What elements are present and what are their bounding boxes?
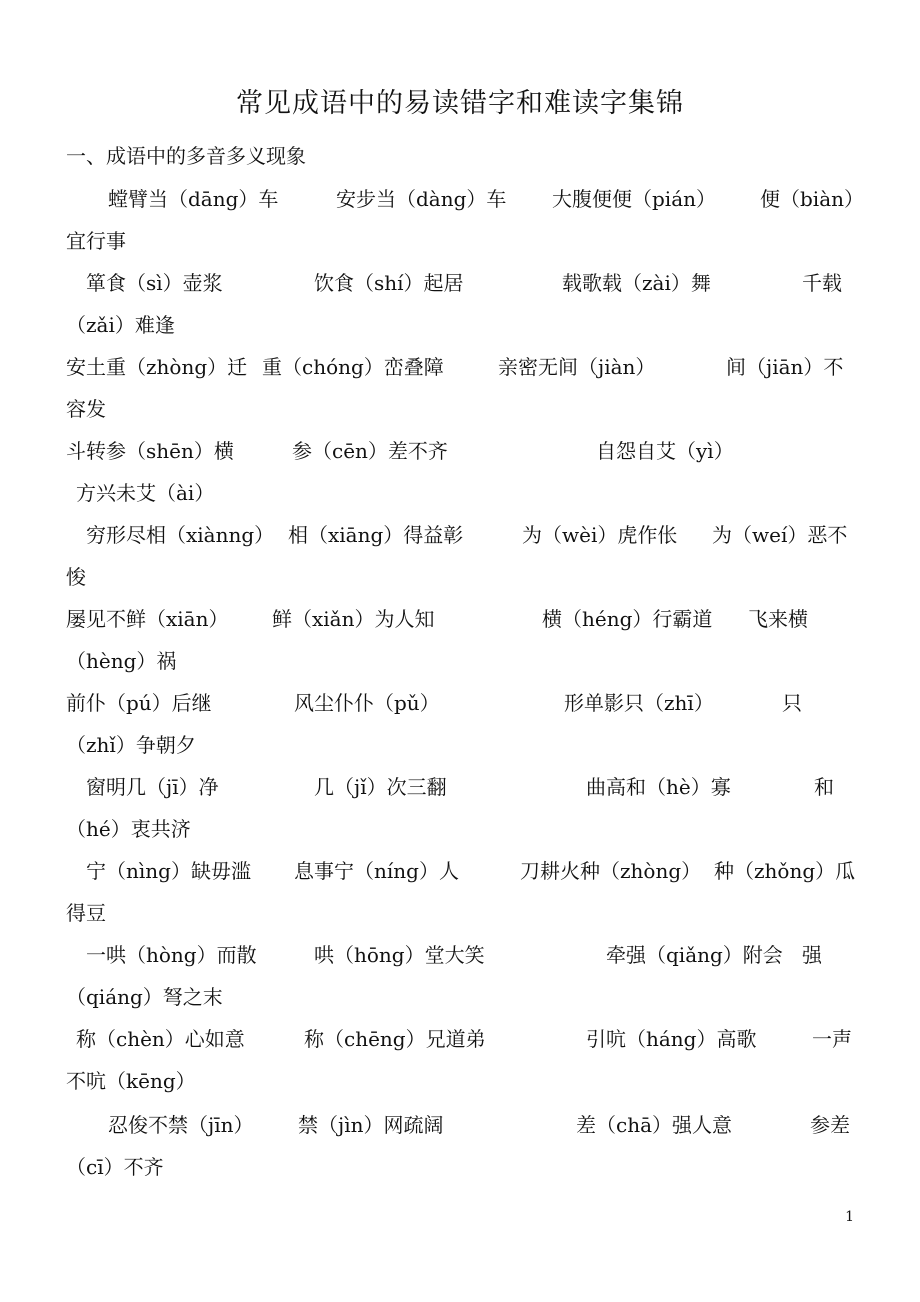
idiom-entry: 只	[782, 691, 802, 715]
idiom-entry: （qiáng）弩之末	[66, 985, 223, 1009]
idiom-line	[0, 976, 920, 1018]
idiom-entry: 刀耕火种（zhòng）	[520, 859, 702, 883]
idiom-line	[0, 850, 920, 892]
idiom-entry: 称（chèn）心如意	[76, 1027, 245, 1051]
idiom-line	[0, 514, 920, 556]
idiom-entry: 悛	[66, 565, 86, 589]
idiom-entry: 窗明几（jī）净	[86, 775, 219, 799]
idiom-entry: 千载	[802, 271, 842, 295]
idiom-entry: 重（chóng）峦叠障	[262, 355, 444, 379]
idiom-entry: （hèng）祸	[66, 649, 177, 673]
idiom-entry: 宜行事	[66, 229, 126, 253]
idiom-entry: 一哄（hòng）而散	[86, 943, 257, 967]
idiom-line	[0, 556, 920, 598]
idiom-entry: （hé）衷共济	[66, 817, 191, 841]
idiom-line	[0, 178, 920, 220]
idiom-entry: 螳臂当（dāng）车	[108, 187, 279, 211]
section-heading: 一、成语中的多音多义现象	[66, 144, 306, 168]
idiom-entry: 自怨自艾（yì）	[596, 439, 734, 463]
idiom-entry: 牵强（qiǎng）附会	[606, 943, 783, 967]
idiom-entry: 容发	[66, 397, 106, 421]
idiom-line	[0, 472, 920, 514]
idiom-line	[0, 430, 920, 472]
idiom-line	[0, 934, 920, 976]
idiom-entry: 箪食（sì）壶浆	[86, 271, 223, 295]
idiom-line	[0, 808, 920, 850]
idiom-entry: 大腹便便（pián）	[552, 187, 717, 211]
idiom-entry: 和	[814, 775, 834, 799]
idiom-entry: 便（biàn）	[760, 187, 865, 211]
idiom-entry: （cī）不齐	[66, 1155, 164, 1179]
idiom-entry: 差（chā）强人意	[576, 1113, 733, 1137]
idiom-entry: 种（zhǒng）瓜	[714, 859, 856, 883]
idiom-entry: 屡见不鲜（xiān）	[66, 607, 229, 631]
idiom-line	[0, 724, 920, 766]
idiom-line	[0, 640, 920, 682]
page-number: 1	[845, 1209, 854, 1225]
idiom-entry: 间（jiān）不	[726, 355, 844, 379]
idiom-entry: （zhǐ）争朝夕	[66, 733, 196, 757]
idiom-entry: 息事宁（níng）人	[294, 859, 459, 883]
idiom-line	[0, 262, 920, 304]
idiom-line	[0, 1104, 920, 1146]
idiom-line	[0, 1018, 920, 1060]
idiom-entry: 横（héng）行霸道	[542, 607, 713, 631]
idiom-entry: 前仆（pú）后继	[66, 691, 212, 715]
idiom-entry: 忍俊不禁（jīn）	[108, 1113, 254, 1137]
idiom-entry: 几（jǐ）次三翻	[314, 775, 447, 799]
idiom-line	[0, 304, 920, 346]
idiom-entry: 斗转参（shēn）横	[66, 439, 234, 463]
idiom-line	[0, 682, 920, 724]
idiom-line	[0, 598, 920, 640]
idiom-entry: 风尘仆仆（pǔ）	[294, 691, 440, 715]
idiom-entry: 安步当（dàng）车	[336, 187, 507, 211]
idiom-line	[0, 346, 920, 388]
idiom-entry: 曲高和（hè）寡	[586, 775, 731, 799]
idiom-entry: 穷形尽相（xiànng）	[86, 523, 275, 547]
idiom-line	[0, 1146, 920, 1188]
idiom-line	[0, 1060, 920, 1102]
idiom-entry: 形单影只（zhī）	[564, 691, 714, 715]
idiom-entry: 一声	[812, 1027, 852, 1051]
idiom-entry: 称（chēng）兄道弟	[304, 1027, 486, 1051]
idiom-entry: 饮食（shí）起居	[314, 271, 464, 295]
idiom-line	[0, 766, 920, 808]
idiom-entry: 哄（hōng）堂大笑	[314, 943, 485, 967]
idiom-entry: 安土重（zhòng）迁	[66, 355, 248, 379]
idiom-entry: 宁（nìng）缺毋滥	[86, 859, 251, 883]
idiom-line	[0, 892, 920, 934]
idiom-entry: 参（cēn）差不齐	[292, 439, 448, 463]
idiom-entry: 方兴未艾（ài）	[76, 481, 215, 505]
idiom-entry: 载歌载（zài）舞	[562, 271, 711, 295]
idiom-entry: 鲜（xiǎn）为人知	[272, 607, 435, 631]
idiom-entry: 得豆	[66, 901, 106, 925]
idiom-line	[0, 388, 920, 430]
idiom-entry: 为（weí）恶不	[712, 523, 848, 547]
idiom-entry: 亲密无间（jiàn）	[498, 355, 656, 379]
idiom-entry: 参差	[810, 1113, 850, 1137]
idiom-entry: 禁（jìn）网疏阔	[298, 1113, 444, 1137]
idiom-entry: 飞来横	[748, 607, 808, 631]
idiom-entry: 不吭（kēng）	[66, 1069, 196, 1093]
idiom-entry: 引吭（háng）高歌	[586, 1027, 757, 1051]
idiom-line	[0, 220, 920, 262]
document-title: 常见成语中的易读错字和难读字集锦	[236, 88, 684, 119]
idiom-entry: （zǎi）难逢	[66, 313, 175, 337]
idiom-entry: 相（xiāng）得益彰	[288, 523, 464, 547]
idiom-entry: 强	[802, 943, 822, 967]
idiom-entry: 为（wèi）虎作伥	[522, 523, 678, 547]
